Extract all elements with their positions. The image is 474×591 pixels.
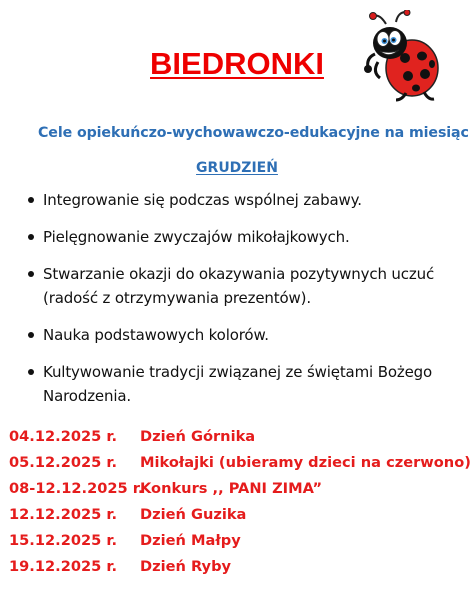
bullet-icon [28, 369, 34, 375]
bullet-icon [28, 332, 34, 338]
page-title: BIEDRONKI [150, 46, 324, 81]
event-row [9, 454, 469, 480]
list-item: Stwarzanie okazji do okazywania pozytywnych uczuć (radość z otrzymywania prezentów). [28, 262, 468, 310]
list-item: Nauka podstawowych kolorów. [28, 323, 468, 347]
event-name: Dzień Małpy [140, 532, 241, 549]
event-name: Dzień Guzika [140, 506, 247, 523]
event-date: 15.12.2025 r. [9, 532, 118, 549]
bullet-icon [28, 234, 34, 240]
month-heading: GRUDZIEŃ [196, 160, 278, 176]
event-name: Mikołajki (ubieramy dzieci na czerwono) [140, 454, 471, 471]
ladybug-icon [362, 10, 444, 102]
events-list [9, 428, 469, 584]
event-row [9, 428, 469, 454]
list-item: Integrowanie się podczas wspólnej zabawy. [28, 188, 468, 212]
goals-list [28, 188, 468, 421]
event-date: 08-12.12.2025 r. [9, 480, 144, 497]
event-name: Dzień Górnika [140, 428, 256, 445]
list-item: Pielęgnowanie zwyczajów mikołajkowych. [28, 225, 468, 249]
event-date: 05.12.2025 r. [9, 454, 118, 471]
subtitle: Cele opiekuńczo-wychowawczo-edukacyjne na miesiąc [38, 125, 469, 141]
event-name: Konkurs ,, PANI ZIMA” [140, 480, 323, 497]
bullet-icon [28, 271, 34, 277]
event-date: 12.12.2025 r. [9, 506, 118, 523]
event-row [9, 532, 469, 558]
list-item: Kultywowanie tradycji związanej ze świętami Bożego Narodzenia. [28, 360, 468, 408]
event-row [9, 480, 469, 506]
bullet-icon [28, 197, 34, 203]
event-row [9, 506, 469, 532]
event-date: 19.12.2025 r. [9, 558, 118, 575]
event-name: Dzień Ryby [140, 558, 232, 575]
event-row [9, 558, 469, 584]
event-date: 04.12.2025 r. [9, 428, 118, 445]
